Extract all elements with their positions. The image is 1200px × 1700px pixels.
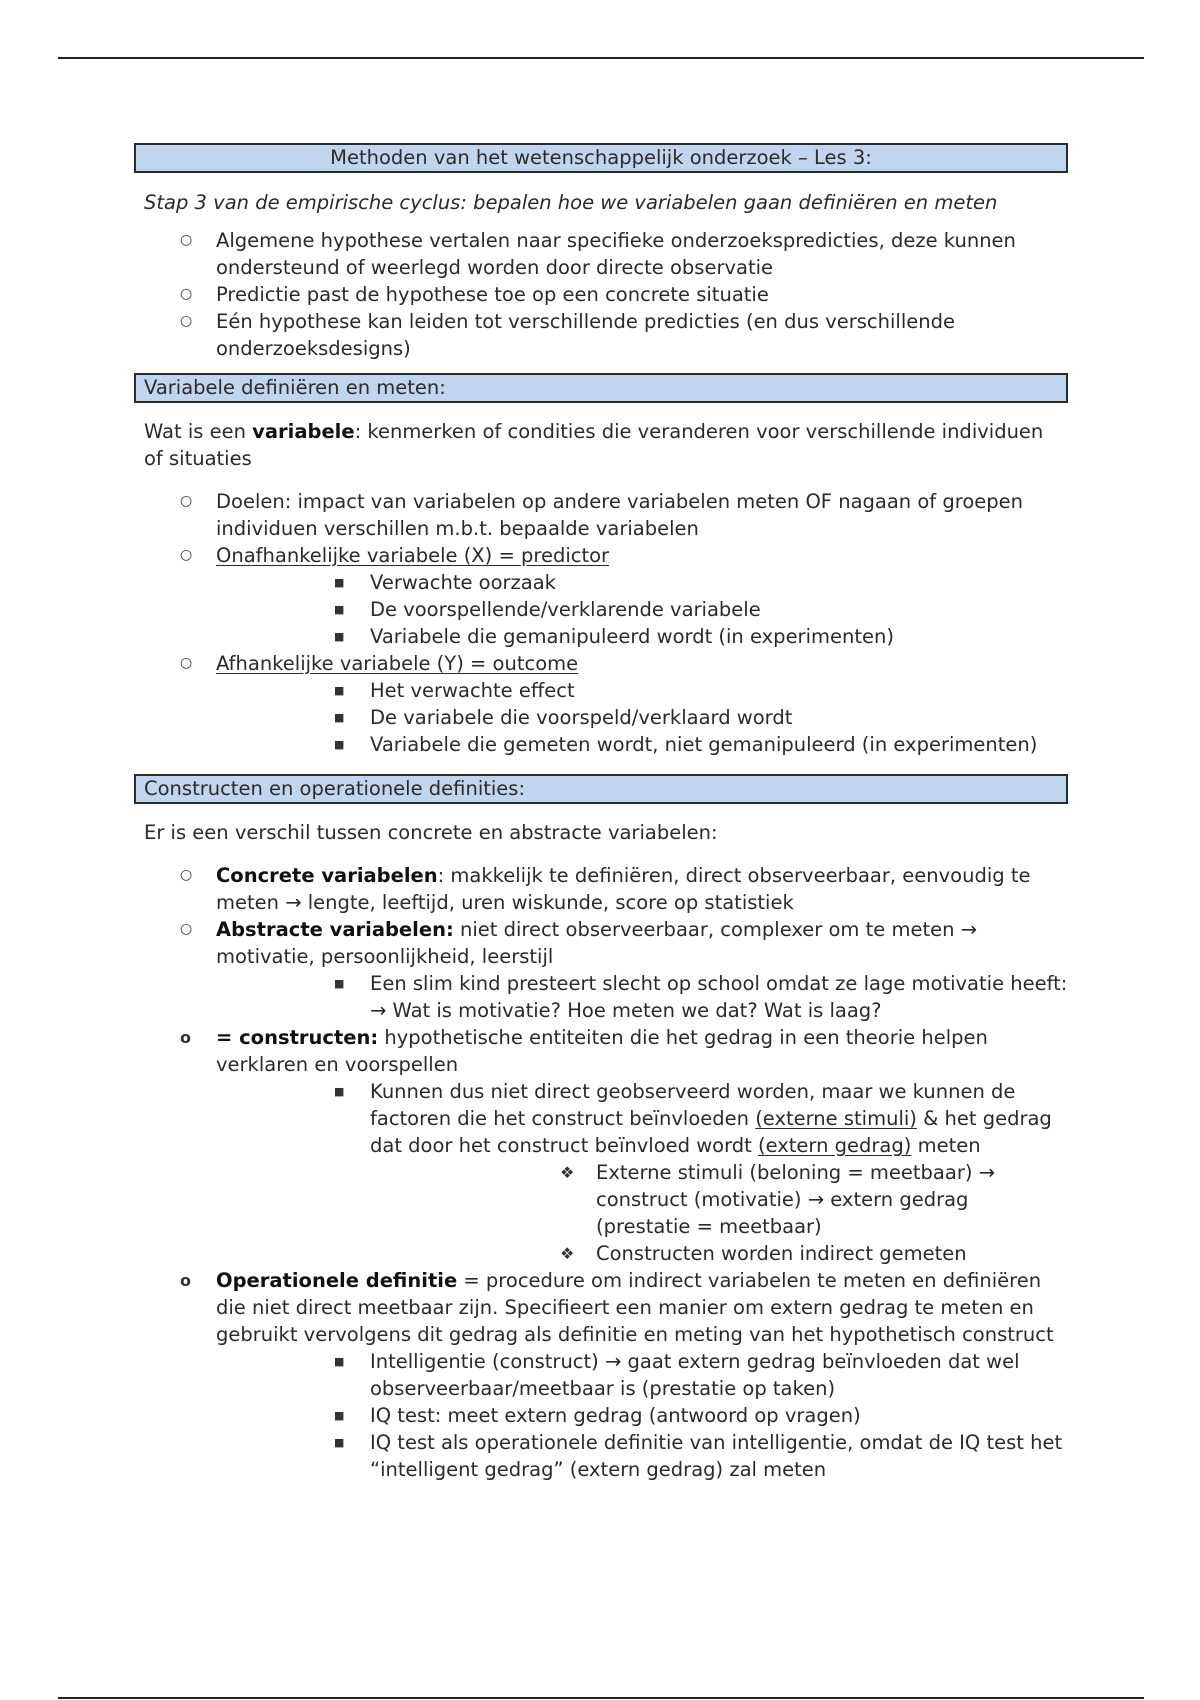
list-item: ■ Intelligentie (construct) → gaat extern gedrag beïnvloeden dat wel observeerbaar/meetbaar is (prestatie op taken) xyxy=(334,1350,1020,1400)
variabele-list xyxy=(134,488,1068,758)
list-item: ○ Concrete variabelen: makkelijk te definiëren, direct observeerbaar, eenvoudig te meten → lengte, leeftijd, uren wiskunde, score op statistiek xyxy=(180,864,1031,914)
page-title: Methoden van het wetenschappelijk onderzoek – Les 3: xyxy=(134,143,1068,173)
diamond-bullet-icon: ❖ xyxy=(560,1244,575,1263)
bottom-rule xyxy=(58,1697,1144,1699)
list-item: ○ Predictie past de hypothese toe op een concrete situatie xyxy=(180,283,769,306)
top-rule xyxy=(58,57,1144,59)
circle-bullet-icon: ○ xyxy=(180,547,193,563)
list-item: ○ Eén hypothese kan leiden tot verschillende predicties (en dus verschillende onderzoeksdesigns) xyxy=(180,310,955,360)
independent-sublist xyxy=(216,569,1068,650)
bold-circle-bullet-icon: o xyxy=(180,1028,191,1047)
list-item: ○ Abstracte variabelen: niet direct observeerbaar, complexer om te meten → motivatie, persoonlijkheid, leerstijl ■ Een slim kind presteert slecht op school omdat ze lage motivatie heeft: → Wat is motivatie? Hoe meten we dat? Wat is laag? xyxy=(180,918,1068,1022)
list-item: ■ De voorspellende/verklarende variabele xyxy=(334,598,761,621)
list-item: ○ Afhankelijke variabele (Y) = outcome ■ Het verwachte effect ■ De variabele die voorspeld/verklaard wordt ■ Variabele die gemeten wordt, niet gemanipuleerd (in experimenten) xyxy=(134,650,1068,758)
circle-bullet-icon: ○ xyxy=(180,313,193,329)
list-item: ■ IQ test: meet extern gedrag (antwoord op vragen) xyxy=(334,1404,861,1427)
circle-bullet-icon: ○ xyxy=(180,867,193,883)
square-bullet-icon: ■ xyxy=(334,684,345,697)
circle-bullet-icon: ○ xyxy=(180,921,193,937)
list-item: ❖ Externe stimuli (beloning = meetbaar) → construct (motivatie) → extern gedrag (prestatie = meetbaar) xyxy=(560,1161,995,1238)
dependent-sublist xyxy=(216,677,1068,758)
construct-sublist xyxy=(216,1078,1068,1267)
square-bullet-icon: ■ xyxy=(334,630,345,643)
list-item: ■ Verwachte oorzaak xyxy=(334,571,556,594)
circle-bullet-icon: ○ xyxy=(180,232,193,248)
section-heading-constructen: Constructen en operationele definities: xyxy=(134,774,1068,804)
square-bullet-icon: ■ xyxy=(334,603,345,616)
constructen-intro: Er is een verschil tussen concrete en abstracte variabelen: xyxy=(144,821,718,844)
step-heading: Stap 3 van de empirische cyclus: bepalen hoe we variabelen gaan definiëren en meten xyxy=(144,191,998,214)
list-item: ○ Doelen: impact van variabelen op andere variabelen meten OF nagaan of groepen individuen verschillen m.b.t. bepaalde variabelen xyxy=(180,490,1023,540)
square-bullet-icon: ■ xyxy=(334,1085,345,1098)
list-item: ■ Variabele die gemanipuleerd wordt (in experimenten) xyxy=(334,625,894,648)
list-item: ■ Het verwachte effect xyxy=(334,679,575,702)
circle-bullet-icon: ○ xyxy=(180,493,193,509)
list-item: ■ Kunnen dus niet direct geobserveerd worden, maar we kunnen de factoren die het construct beïnvloeden (externe stimuli) & het gedrag dat door het construct beïnvloed wordt (extern gedrag) meten ❖ Externe stimuli (beloning = meetbaar) → construct (motivatie) → extern gedrag (prestatie = meetbaar) ❖ Constructen worden indirect gemeten xyxy=(216,1078,1068,1267)
list-item: ■ De variabele die voorspeld/verklaard wordt xyxy=(334,706,793,729)
square-bullet-icon: ■ xyxy=(334,1409,345,1422)
abstract-sublist xyxy=(216,970,1068,1024)
list-item: ■ Variabele die gemeten wordt, niet gemanipuleerd (in experimenten) xyxy=(334,733,1038,756)
square-bullet-icon: ■ xyxy=(334,576,345,589)
construct-diamond-list xyxy=(370,1159,1068,1267)
square-bullet-icon: ■ xyxy=(334,711,345,724)
section-heading-variabele: Variabele definiëren en meten: xyxy=(134,373,1068,403)
constructen-list xyxy=(134,862,1068,1483)
list-item: ■ Een slim kind presteert slecht op school omdat ze lage motivatie heeft: → Wat is motivatie? Hoe meten we dat? Wat is laag? xyxy=(334,972,1068,1022)
step-bullet-list xyxy=(134,227,1068,362)
list-item: ○ Onafhankelijke variabele (X) = predictor ■ Verwachte oorzaak ■ De voorspellende/verklarende variabele ■ Variabele die gemanipuleerd wordt (in experimenten) xyxy=(134,542,1068,650)
circle-bullet-icon: ○ xyxy=(180,286,193,302)
list-item: ❖ Constructen worden indirect gemeten xyxy=(560,1242,967,1265)
square-bullet-icon: ■ xyxy=(334,1355,345,1368)
list-item: ○ Algemene hypothese vertalen naar specifieke onderzoekspredicties, deze kunnen ondersteund of weerlegd worden door directe observatie xyxy=(180,229,1016,279)
square-bullet-icon: ■ xyxy=(334,1436,345,1449)
variabele-intro: Wat is een variabele: kenmerken of condities die veranderen voor verschillende individuen of situaties xyxy=(144,420,1044,470)
diamond-bullet-icon: ❖ xyxy=(560,1163,575,1182)
operational-sublist xyxy=(216,1348,1068,1483)
bold-circle-bullet-icon: o xyxy=(180,1271,191,1290)
list-item: o Operationele definitie = procedure om indirect variabelen te meten en definiëren die niet direct meetbaar zijn. Specifieert een manier om extern gedrag te meten en gebruikt vervolgens dit gedrag als definitie en meting van het hypothetisch construct ■ Intelligentie (construct) → gaat extern gedrag beïnvloeden dat wel observeerbaar/meetbaar is (prestatie op taken) ■ IQ test: meet extern gedrag (antwoord op vragen) ■ IQ test als operationele definitie van intelligentie, omdat de IQ test het “intelligent gedrag” (extern gedrag) zal meten xyxy=(134,1267,1068,1483)
square-bullet-icon: ■ xyxy=(334,738,345,751)
list-item: ■ IQ test als operationele definitie van intelligentie, omdat de IQ test het “intelligent gedrag” (extern gedrag) zal meten xyxy=(334,1431,1063,1481)
circle-bullet-icon: ○ xyxy=(180,655,193,671)
list-item: o = constructen: hypothetische entiteiten die het gedrag in een theorie helpen verklaren en voorspellen ■ Kunnen dus niet direct geobserveerd worden, maar we kunnen de factoren die het construct beïnvloeden (externe stimuli) & het gedrag dat door het construct beïnvloed wordt (extern gedrag) meten ❖ Externe stimuli (beloning = meetbaar) → construct (motivatie) → extern gedrag (prestatie = meetbaar) ❖ Constructen worden indirect gemeten xyxy=(134,1024,1068,1267)
square-bullet-icon: ■ xyxy=(334,977,345,990)
document-body xyxy=(134,143,1068,1483)
